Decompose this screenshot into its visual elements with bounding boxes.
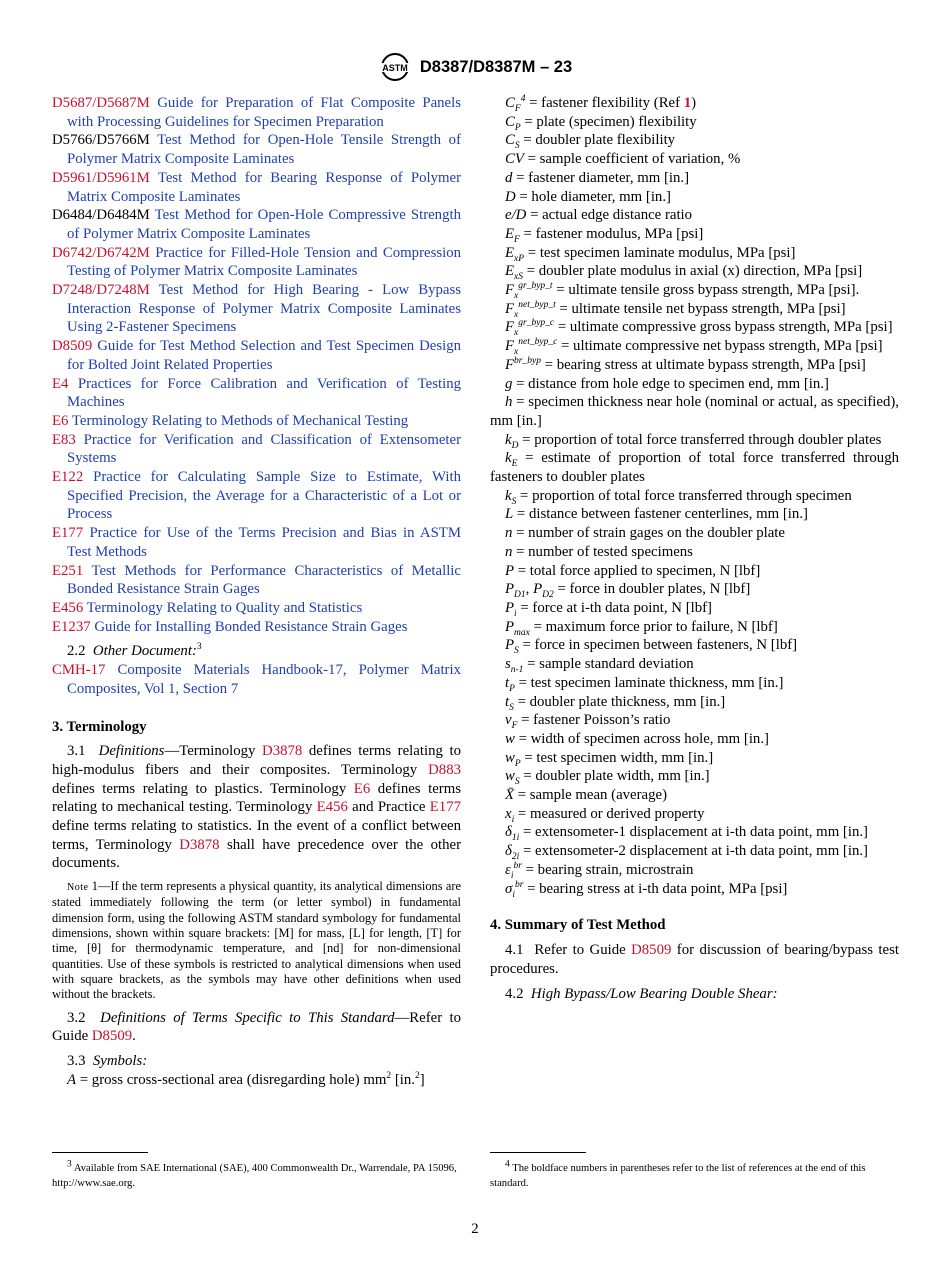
reference-entry	[52, 244, 461, 281]
symbol-definition: CV = sample coefficient of variation, %	[505, 151, 741, 168]
reference-code[interactable]: E122	[52, 469, 84, 486]
reference-title[interactable]: Composite Materials Handbook-17, Polymer Matrix Composites, Vol 1, Section 7	[67, 662, 461, 697]
symbol-definition: $k_S$ = proportion of total force transferred through specimen	[505, 487, 852, 507]
reference-entry	[52, 599, 461, 618]
reference-title[interactable]: Guide for Test Method Selection and Test Specimen Design for Bolted Joint Related Properties	[67, 338, 461, 373]
symbol-definition: $\delta_{2i}$ = extensometer-2 displacement at i-th data point, mm [in.]	[505, 843, 868, 863]
ref-link[interactable]: E177	[429, 799, 461, 816]
ref-link[interactable]: 1	[683, 95, 692, 111]
symbol-definition: g = distance from hole edge to specimen end, mm [in.]	[505, 375, 829, 392]
symbol-definition: h = specimen thickness near hole (nominal or actual, as specified), mm [in.]	[490, 394, 899, 429]
symbol-definition: $t_P$ = test specimen laminate thickness, mm [in.]	[505, 674, 784, 694]
reference-entry	[52, 412, 461, 431]
reference-title[interactable]: Test Method for High Bearing - Low Bypass Interaction Response of Polymer Matrix Composite Laminates Using 2-Fastener Specimens	[67, 282, 461, 336]
reference-code[interactable]: D8509	[52, 338, 93, 355]
symbol-definition: $C_P$ = plate (specimen) flexibility	[505, 113, 697, 133]
symbol-definition: $E_{xS}$ = doubler plate modulus in axial (x) direction, MPa [psi]	[505, 263, 863, 283]
symbol-definition: $F_x^{gr\_byp\_t}$ = ultimate tensile gross bypass strength, MPa [psi].	[505, 281, 860, 301]
symbol-definition: $E_{xP}$ = test specimen laminate modulus, MPa [psi]	[505, 244, 796, 264]
reference-code[interactable]: D5766/D5766M	[52, 132, 150, 149]
reference-title[interactable]: Practice for Verification and Classification of Extensometer Systems	[67, 431, 462, 467]
ref-link[interactable]: D883	[428, 761, 461, 778]
symbol-definition: $w_P$ = test specimen width, mm [in.]	[505, 749, 714, 769]
symbol-definition: D = hole diameter, mm [in.]	[505, 188, 671, 205]
reference-entry	[52, 337, 461, 374]
footnote-3: $^3$ Available from SAE International (SAE), 400 Commonwealth Dr., Warrendale, PA 15096, http://www.sae.org.	[52, 1159, 457, 1189]
reference-entry	[52, 431, 461, 468]
document-designation: D8387/D8387M – 23	[419, 57, 573, 76]
section-3-title: 3. Terminology	[52, 718, 147, 735]
symbol-definition: $C_S$ = doubler plate flexibility	[505, 132, 676, 152]
reference-code[interactable]: D6484/D6484M	[52, 207, 150, 224]
footnote-rule	[490, 1152, 586, 1153]
symbol-definition: $E_F$ = fastener modulus, MPa [psi]	[505, 225, 704, 245]
reference-code[interactable]: D5961/D5961M	[52, 169, 150, 186]
reference-title[interactable]: Guide for Installing Bonded Resistance Strain Gages	[94, 618, 408, 635]
paragraph-3-2: 3.2 Definitions of Terms Specific to This Standard—Refer to Guide D8509.	[52, 1009, 461, 1045]
symbol-definition: $C_F^4$ = fastener flexibility (Ref 1)	[505, 94, 697, 114]
reference-entry	[52, 169, 461, 206]
ref-link[interactable]: D8509	[631, 941, 672, 958]
symbol-definition: $F^{br\_byp}$ = bearing stress at ultimate bypass strength, MPa [psi]	[505, 355, 866, 373]
ref-link[interactable]: D8509	[91, 1028, 133, 1045]
reference-code[interactable]: D5687/D5687M	[52, 95, 150, 111]
symbol-definition: $x_i$ = measured or derived property	[505, 805, 705, 825]
reference-title[interactable]: Practice for Use of the Terms Precision and Bias in ASTM Test Methods	[67, 525, 461, 560]
reference-entry	[52, 468, 461, 524]
page-number: 2	[471, 1221, 479, 1237]
symbol-definition: $\nu_F$ = fastener Poisson’s ratio	[505, 712, 671, 732]
symbol-definition: $k_D$ = proportion of total force transferred through doubler plates	[505, 431, 882, 451]
symbol-definition: $k_E$ = estimate of proportion of total force transferred through fasteners to doubler plates	[490, 450, 899, 486]
footnote-rule	[52, 1152, 148, 1153]
symbol-definition: X̄ = sample mean (average)	[505, 787, 667, 804]
left-column	[52, 94, 461, 1089]
paragraph-3-1: 3.1 Definitions—Terminology D3878 defines terms relating to high-modulus fibers and their composites. Terminology D883 defines terms relating to plastics. Terminology E6 defines terms relating to mechanical testing. Terminology E456 and Practice E177 define terms relating to statistics. In the event of a conflict between terms, Terminology D3878 shall have precedence over the other documents.	[52, 743, 461, 872]
symbol-definition: A = gross cross-sectional area (disregarding hole) $mm^2$ [in.$^2$]	[67, 1070, 425, 1088]
reference-code[interactable]: E456	[52, 599, 84, 616]
astm-logo	[378, 52, 412, 82]
symbol-definition: $P_S$ = force in specimen between fasteners, N [lbf]	[505, 637, 798, 657]
ref-link[interactable]: D3878	[179, 836, 220, 853]
symbol-definition: $F_x^{gr\_byp\_c}$ = ultimate compressive gross bypass strength, MPa [psi]	[505, 318, 893, 339]
reference-entry	[52, 562, 461, 599]
ref-link[interactable]: D3878	[262, 743, 303, 760]
reference-title[interactable]: Practices for Force Calibration and Verification of Testing Machines	[67, 375, 462, 411]
symbol-list	[490, 94, 899, 898]
reference-entry-cmh17	[52, 661, 461, 698]
symbol-definition: d = fastener diameter, mm [in.]	[505, 169, 690, 186]
reference-entry	[52, 524, 461, 561]
reference-title[interactable]: Practice for Calculating Sample Size to Estimate, With Specified Precision, the Average for a Characteristic of a Lot or Process	[67, 469, 462, 523]
paragraph-4-1: 4.1 Refer to Guide D8509 for discussion of bearing/bypass test procedures.	[490, 941, 899, 977]
symbol-definition: $t_S$ = doubler plate thickness, mm [in.]	[505, 693, 726, 713]
section-4-title: 4. Summary of Test Method	[490, 917, 666, 934]
reference-code[interactable]: E6	[52, 412, 69, 429]
reference-entry	[52, 131, 461, 168]
reference-title[interactable]: Test Method for Bearing Response of Polymer Matrix Composite Laminates	[67, 169, 461, 205]
reference-code[interactable]: E83	[52, 431, 76, 448]
reference-title[interactable]: Test Methods for Performance Characteristics of Metallic Bonded Resistance Strain Gages	[67, 562, 461, 598]
paragraph-3-3: 3.3 Symbols:	[67, 1052, 148, 1069]
reference-entry	[52, 206, 461, 243]
logo-text: ASTM	[382, 63, 408, 73]
reference-entry	[52, 618, 461, 637]
symbol-definition: w = width of specimen across hole, mm [in.]	[505, 730, 769, 747]
symbol-definition: $\varepsilon_i^{br}$ = bearing strain, microstrain	[505, 860, 694, 881]
footnote-4: $^4$ The boldface numbers in parentheses refer to the list of references at the end of this standard.	[490, 1159, 866, 1189]
symbol-definition: $P_i$ = force at i-th data point, N [lbf]	[505, 599, 712, 619]
symbol-definition: $\delta_{1i}$ = extensometer-1 displacement at i-th data point, mm [in.]	[505, 824, 868, 844]
symbol-definition: $w_S$ = doubler plate width, mm [in.]	[505, 768, 710, 788]
right-column	[490, 94, 899, 1004]
symbol-definition: $\sigma_i^{br}$ = bearing stress at i-th data point, MPa [psi]	[505, 879, 788, 900]
paragraph-4-2: 4.2 High Bypass/Low Bearing Double Shear:	[505, 986, 778, 1003]
reference-code[interactable]: CMH-17	[52, 662, 106, 679]
ref-link[interactable]: E456	[316, 799, 348, 816]
symbol-definition: L = distance between fastener centerlines, mm [in.]	[505, 506, 808, 523]
reference-list	[52, 94, 461, 636]
symbol-definition: $s_{n-1}$ = sample standard deviation	[505, 656, 694, 676]
reference-title[interactable]: Terminology Relating to Methods of Mechanical Testing	[71, 412, 409, 429]
symbol-definition: $F_x^{net\_byp\_c}$ = ultimate compressive net bypass strength, MPa [psi]	[505, 337, 883, 358]
reference-title[interactable]: Test Method for Open-Hole Tensile Strength of Polymer Matrix Composite Laminates	[67, 132, 461, 168]
reference-code[interactable]: E251	[52, 562, 84, 579]
symbol-definition: P = total force applied to specimen, N [lbf]	[505, 562, 761, 579]
ref-link[interactable]: E6	[353, 780, 371, 797]
symbol-definition: $F_x^{net\_byp\_t}$ = ultimate tensile net bypass strength, MPa [psi]	[505, 299, 846, 320]
symbol-definition: n = number of strain gages on the doubler plate	[505, 525, 785, 542]
reference-entry	[52, 94, 461, 131]
page-header	[0, 52, 950, 84]
reference-code[interactable]: E177	[52, 525, 84, 542]
reference-title[interactable]: Guide for Preparation of Flat Composite Panels with Processing Guidelines for Specimen Preparation	[67, 95, 461, 130]
reference-code[interactable]: E4	[52, 375, 69, 392]
symbol-definition: n = number of tested specimens	[505, 543, 693, 560]
reference-code[interactable]: D6742/D6742M	[52, 244, 150, 261]
reference-title[interactable]: Terminology Relating to Quality and Statistics	[86, 599, 363, 616]
reference-code[interactable]: D7248/D7248M	[52, 282, 150, 299]
symbol-definition: $P_{D1}$, $P_{D2}$ = force in doubler plates, N [lbf]	[505, 581, 751, 601]
reference-entry	[52, 375, 461, 412]
symbol-definition: $P_{max}$ = maximum force prior to failure, N [lbf]	[505, 618, 778, 638]
reference-title[interactable]: Practice for Filled-Hole Tension and Compression Testing of Polymer Matrix Composite Laminates	[67, 244, 461, 280]
reference-entry	[52, 281, 461, 337]
symbol-definition: e/D = actual edge distance ratio	[505, 207, 693, 224]
reference-title[interactable]: Test Method for Open-Hole Compressive Strength of Polymer Matrix Composite Laminates	[67, 207, 461, 242]
reference-code[interactable]: E1237	[52, 618, 91, 635]
other-document-heading: 2.2 Other Document:$^3$	[67, 642, 202, 660]
note-1: Note 1—If the term represents a physical quantity, its analytical dimensions are stated immediately following the term (or letter symbol) in fundamental dimension form, using the following ASTM standard symbology for fundamental dimensions, shown within square brackets: [M] for mass, [L] for length, [T] for time, [θ] for thermodynamic temperature, and [nd] for non-dimensional quantities. Use of these symbols is restricted to analytical dimensions when used with square brackets, as the symbols may have other definitions when used without the brackets.	[52, 879, 461, 1002]
